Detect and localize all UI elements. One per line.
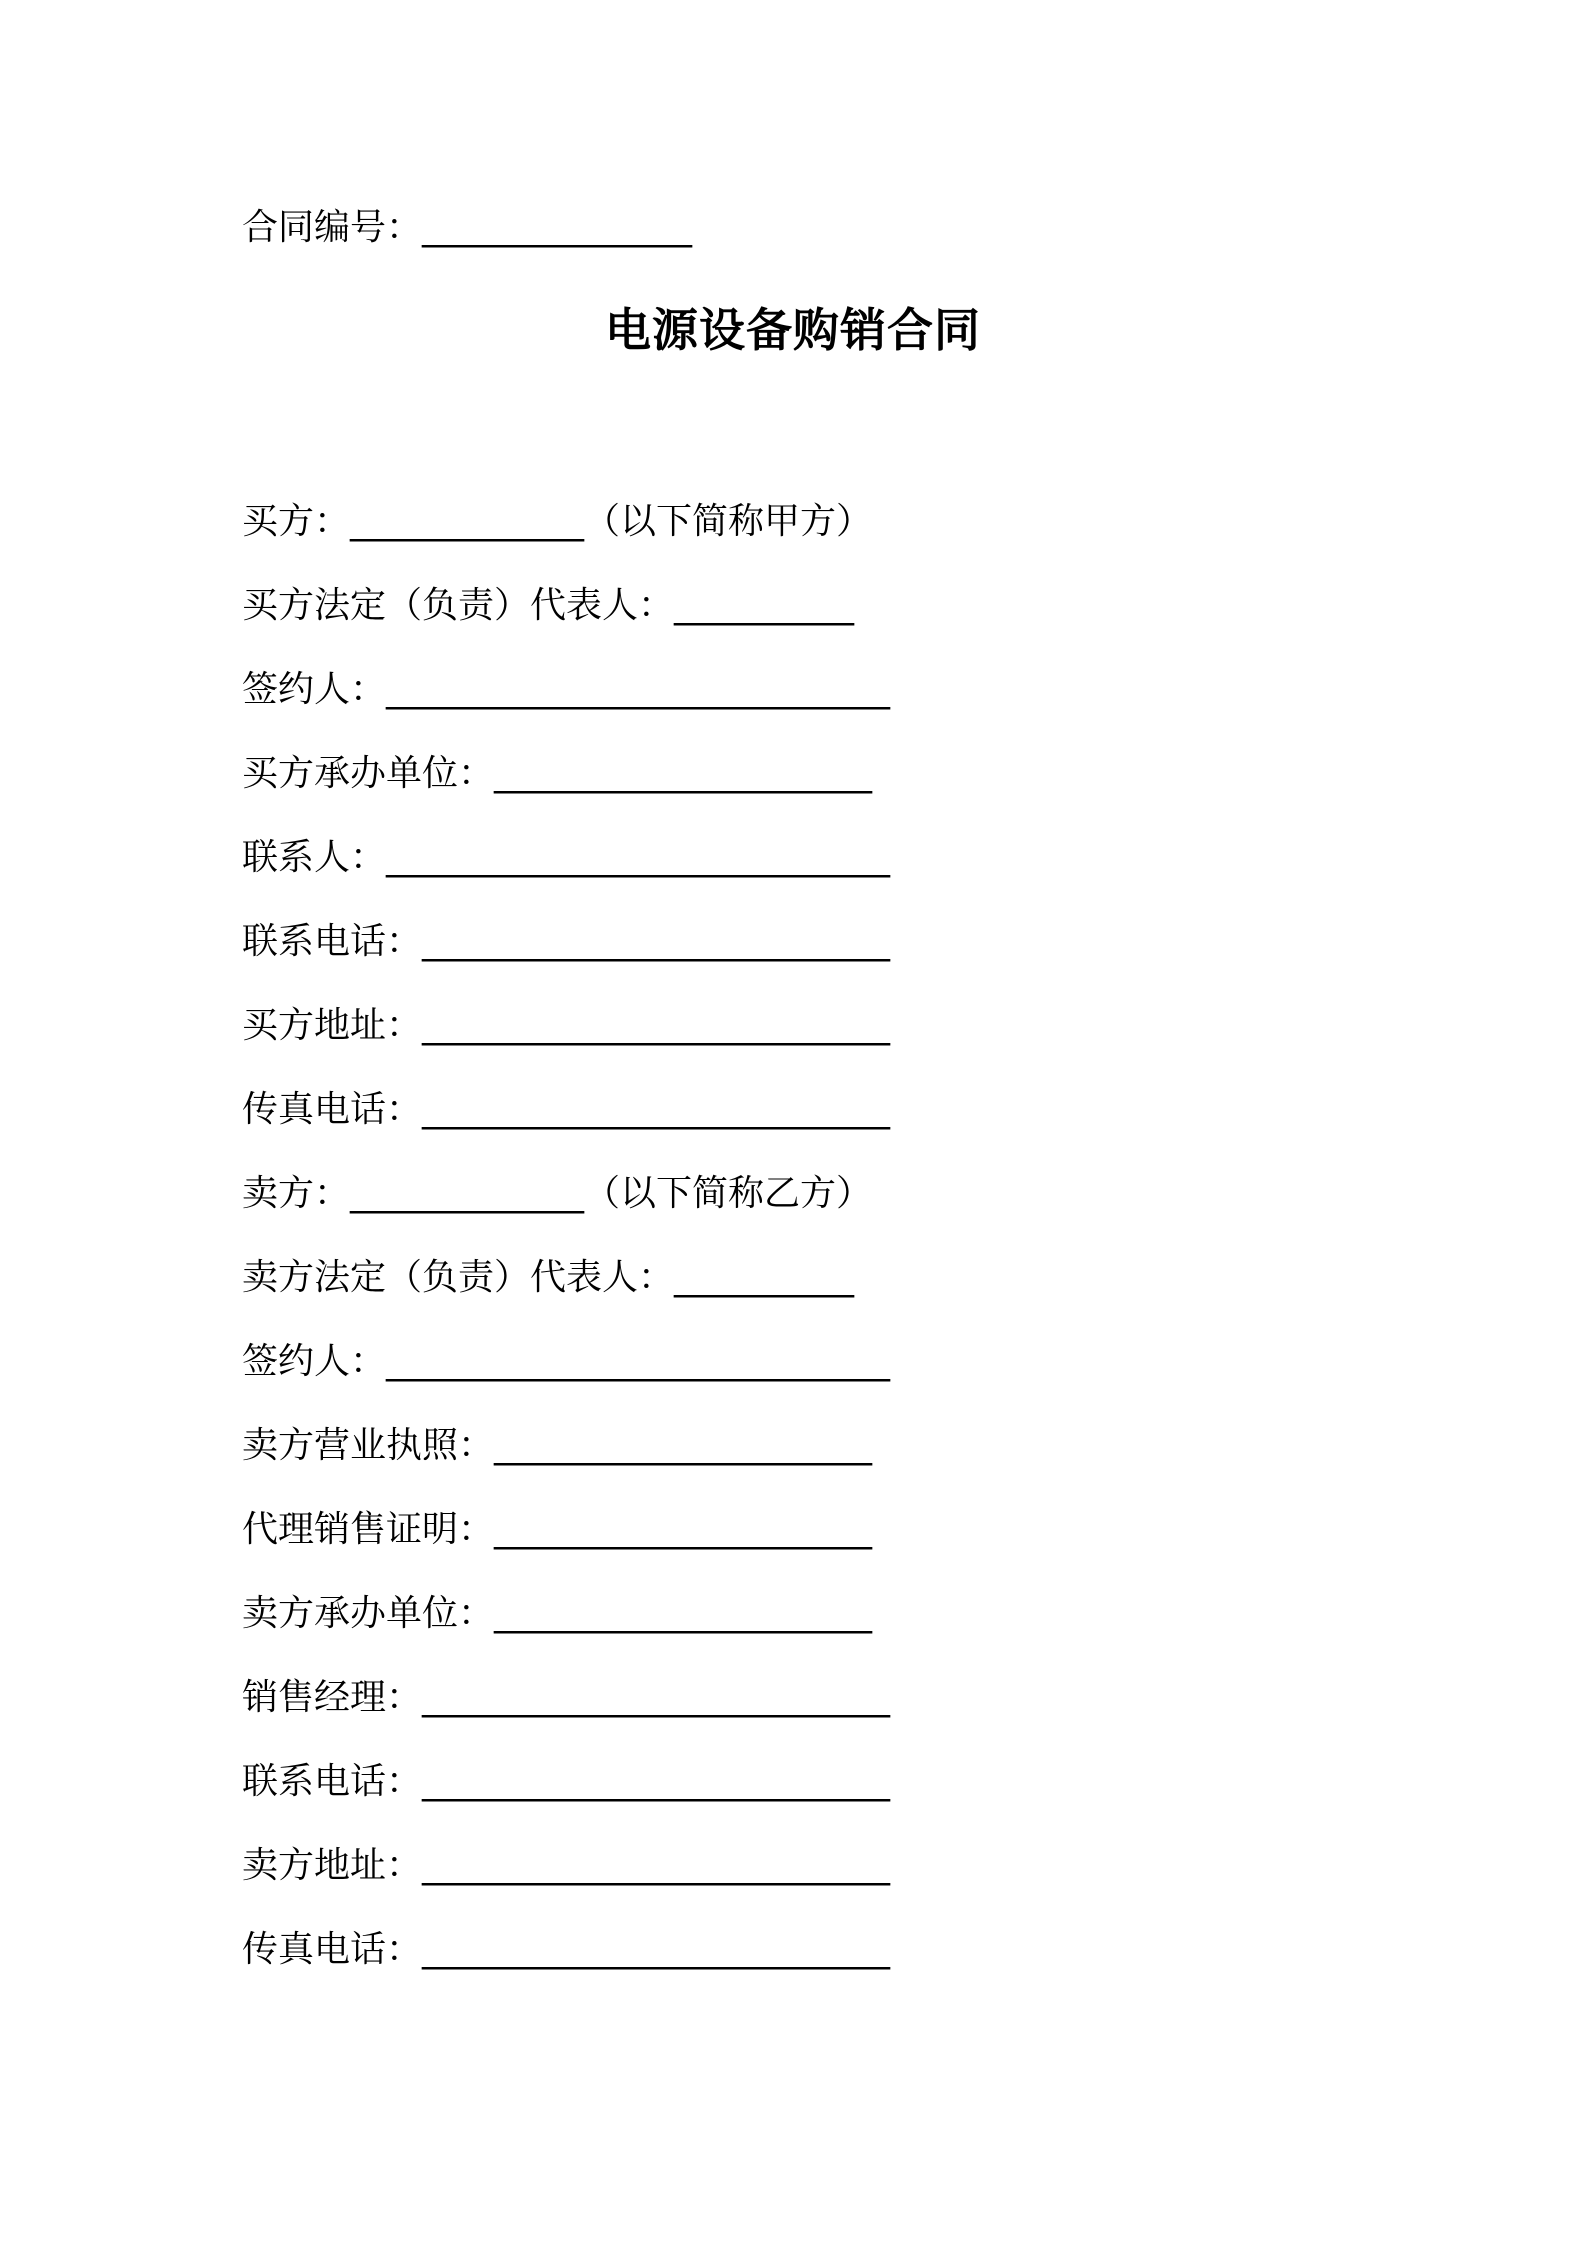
party-info-list <box>242 496 890 2008</box>
contract-number-line: 合同编号：_______________ <box>242 207 693 248</box>
seller-address-field: 卖方地址：__________________________ <box>242 1845 891 1886</box>
seller-business-license-field: 卖方营业执照：_____________________ <box>242 1425 873 1466</box>
buyer-address-field: 买方地址：__________________________ <box>242 1005 891 1046</box>
seller-name-field: 卖方：_____________（以下简称乙方） <box>242 1173 873 1214</box>
seller-phone-field: 联系电话：__________________________ <box>242 1761 891 1802</box>
buyer-contact-person-field: 联系人：____________________________ <box>242 837 891 878</box>
buyer-legal-representative-field: 买方法定（负责）代表人：__________ <box>242 585 855 626</box>
page-title: 电源设备购销合同 <box>605 303 981 357</box>
seller-legal-representative-field: 卖方法定（负责）代表人：__________ <box>242 1257 855 1298</box>
seller-agency-certificate-field: 代理销售证明：_____________________ <box>242 1509 873 1550</box>
buyer-signatory-field: 签约人：____________________________ <box>242 669 891 710</box>
buyer-phone-field: 联系电话：__________________________ <box>242 921 891 962</box>
buyer-fax-field: 传真电话：__________________________ <box>242 1089 891 1130</box>
buyer-handling-unit-field: 买方承办单位：_____________________ <box>242 753 873 794</box>
seller-fax-field: 传真电话：__________________________ <box>242 1929 891 1970</box>
seller-sales-manager-field: 销售经理：__________________________ <box>242 1677 891 1718</box>
seller-handling-unit-field: 卖方承办单位：_____________________ <box>242 1593 873 1634</box>
seller-signatory-field: 签约人：____________________________ <box>242 1341 891 1382</box>
buyer-name-field: 买方：_____________（以下简称甲方） <box>242 501 873 542</box>
